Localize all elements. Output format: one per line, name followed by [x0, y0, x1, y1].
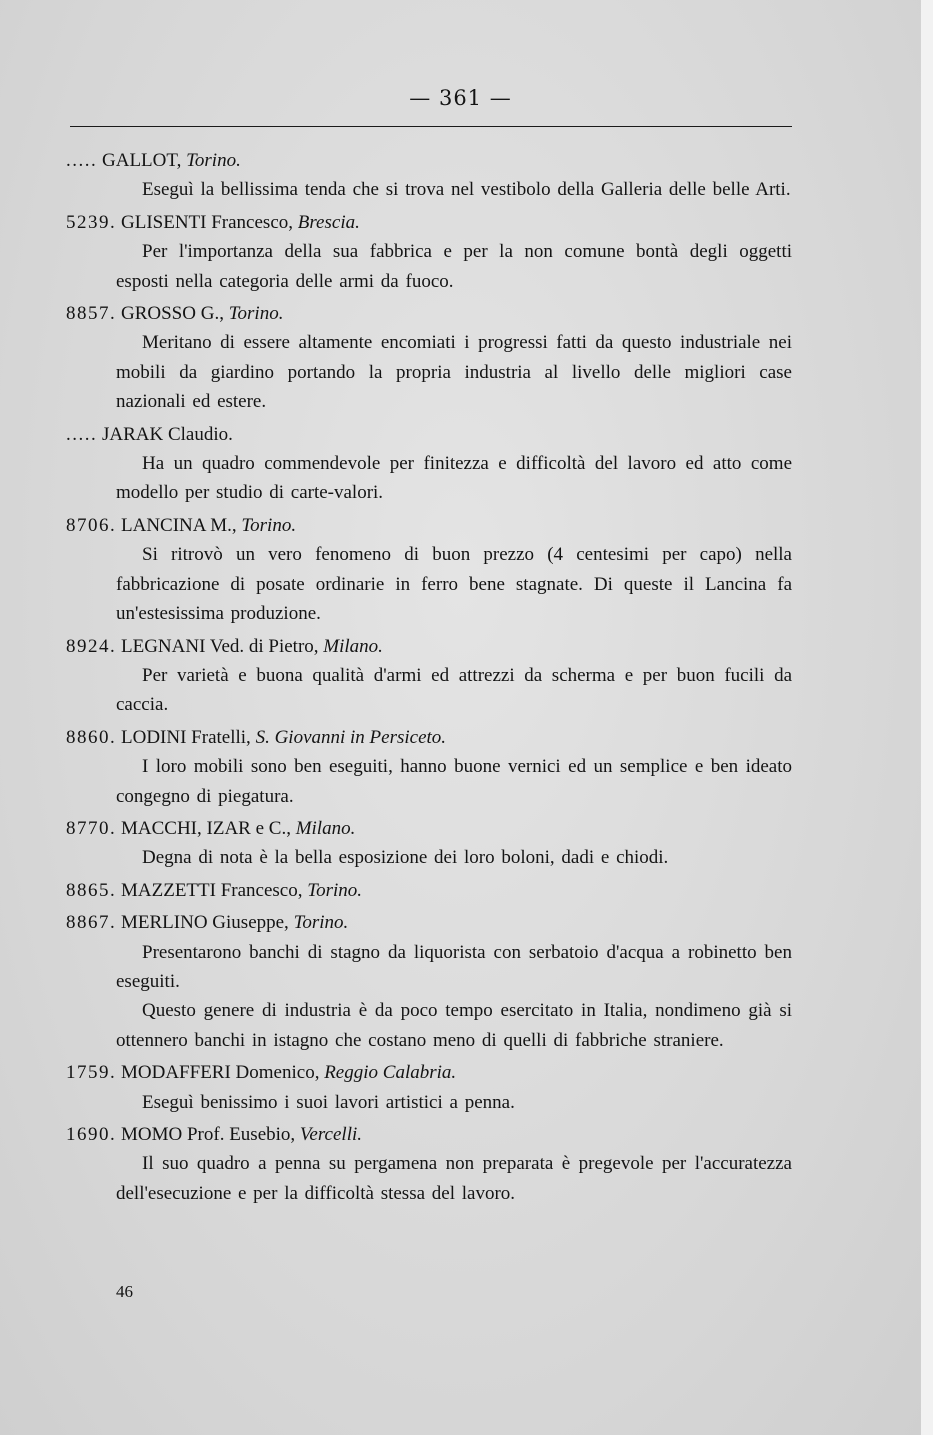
entry-number: 8770. [66, 817, 117, 839]
exhibitor-name: MOMO Prof. Eusebio, [121, 1124, 300, 1145]
exhibitor-name: MACCHI, IZAR e C., [121, 817, 296, 839]
entry-heading [66, 723, 742, 752]
entry-description: Per varietà e buona qualità d'armi ed attrezzi da scherma e per buon fucili da caccia. [116, 664, 792, 716]
exhibitor-location: Torino. [186, 150, 241, 171]
entry-description: Eseguì benissimo i suoi lavori artistici a penna. [142, 1091, 515, 1113]
entry-heading [66, 208, 742, 237]
exhibitor-location: Torino. [307, 879, 362, 901]
entry-heading [66, 146, 742, 175]
exhibitor-location: Torino. [228, 303, 284, 325]
entry-number: 8857. [66, 303, 117, 325]
entry-heading [66, 632, 742, 661]
entry-heading [66, 420, 742, 449]
exhibitor-location: Milano. [323, 635, 383, 657]
entry-heading [66, 908, 742, 937]
exhibitor-location: Torino. [293, 912, 349, 934]
entry-number: ..... [66, 150, 98, 171]
entry-description: Questo genere di industria è da poco tempo esercitato in Italia, nondimeno già si ottennero banchi in istagno che costano meno di quelli di fabbriche straniere. [116, 1000, 792, 1051]
exhibitor-name: GALLOT, [102, 150, 187, 171]
entry-number: 8924. [66, 635, 117, 657]
entry-heading [66, 814, 742, 843]
exhibitor-name: LEGNANI Ved. di Pietro, [121, 635, 324, 657]
entry-heading [66, 876, 742, 905]
entry-number: 5239. [66, 211, 117, 233]
entry-description: Si ritrovò un vero fenomeno di buon prezzo (4 centesimi per capo) nella fabbricazione di posate ordinarie in ferro bene stagnate. Di queste il Lancina fa un'estesissima produzione. [116, 544, 792, 625]
exhibitor-name: LODINI Fratelli, [121, 726, 256, 748]
entry-number: 1690. [66, 1124, 117, 1145]
entry-number: 8706. [66, 514, 117, 536]
entries-list [66, 146, 792, 1208]
entry-description: Ha un quadro commendevole per finitezza e difficoltà del lavoro ed atto come modello per studio di carte-valori. [116, 453, 792, 504]
signature-mark: 46 [116, 1282, 133, 1301]
entry-description: Presentarono banchi di stagno da liquorista con serbatoio d'acqua a robinetto ben eseguiti. [116, 941, 792, 992]
entry-description: I loro mobili sono ben eseguiti, hanno buone vernici ed un semplice e ben ideato congegno di piegatura. [116, 756, 792, 807]
entry-number: 8867. [66, 912, 117, 934]
entry-description: Meritano di essere altamente encomiati i progressi fatti da questo industriale nei mobili da giardino portando la propria industria al livello delle migliori case nazionali ed estere. [116, 332, 792, 413]
entry-heading [66, 299, 742, 328]
exhibitor-location: Reggio Calabria. [324, 1062, 457, 1084]
scan-margin [921, 0, 933, 1435]
entry-description: Per l'importanza della sua fabbrica e per la non comune bontà degli oggetti esposti nella categoria delle armi da fuoco. [116, 241, 792, 292]
exhibitor-location: Vercelli. [299, 1124, 362, 1145]
entry-number: 1759. [66, 1062, 117, 1084]
exhibitor-name: MODAFFERI Domenico, [121, 1062, 325, 1084]
entry-heading [66, 1120, 742, 1149]
exhibitor-location: S. Giovanni in Persiceto. [255, 726, 447, 748]
header-rule [70, 126, 792, 127]
entry-number: 8865. [66, 879, 117, 901]
exhibitor-name: MAZZETTI Francesco, [121, 879, 308, 901]
exhibitor-location: Milano. [295, 817, 356, 839]
exhibitor-name: MERLINO Giuseppe, [121, 912, 294, 934]
exhibitor-name: LANCINA M., [121, 514, 242, 536]
exhibitor-location: Brescia. [297, 211, 360, 233]
entry-description: Il suo quadro a penna su pergamena non preparata è pregevole per l'accuratezza dell'esecuzione e per la difficoltà stessa del lavoro. [116, 1153, 792, 1204]
exhibitor-location: Torino. [241, 514, 297, 536]
exhibitor-name: JARAK Claudio. [102, 423, 233, 445]
entry-number: 8860. [66, 726, 117, 748]
entry-number: ..... [66, 423, 98, 445]
entry-heading [66, 1058, 742, 1087]
entry-description: Eseguì la bellissima tenda che si trova nel vestibolo della Galleria delle belle Arti. [142, 179, 791, 201]
entry-heading [66, 511, 742, 540]
page-number-header: — 361 — [409, 86, 512, 110]
exhibitor-name: GROSSO G., [121, 303, 229, 325]
exhibitor-name: GLISENTI Francesco, [121, 211, 298, 233]
entry-description: Degna di nota è la bella esposizione dei loro boloni, dadi e chiodi. [142, 847, 669, 869]
